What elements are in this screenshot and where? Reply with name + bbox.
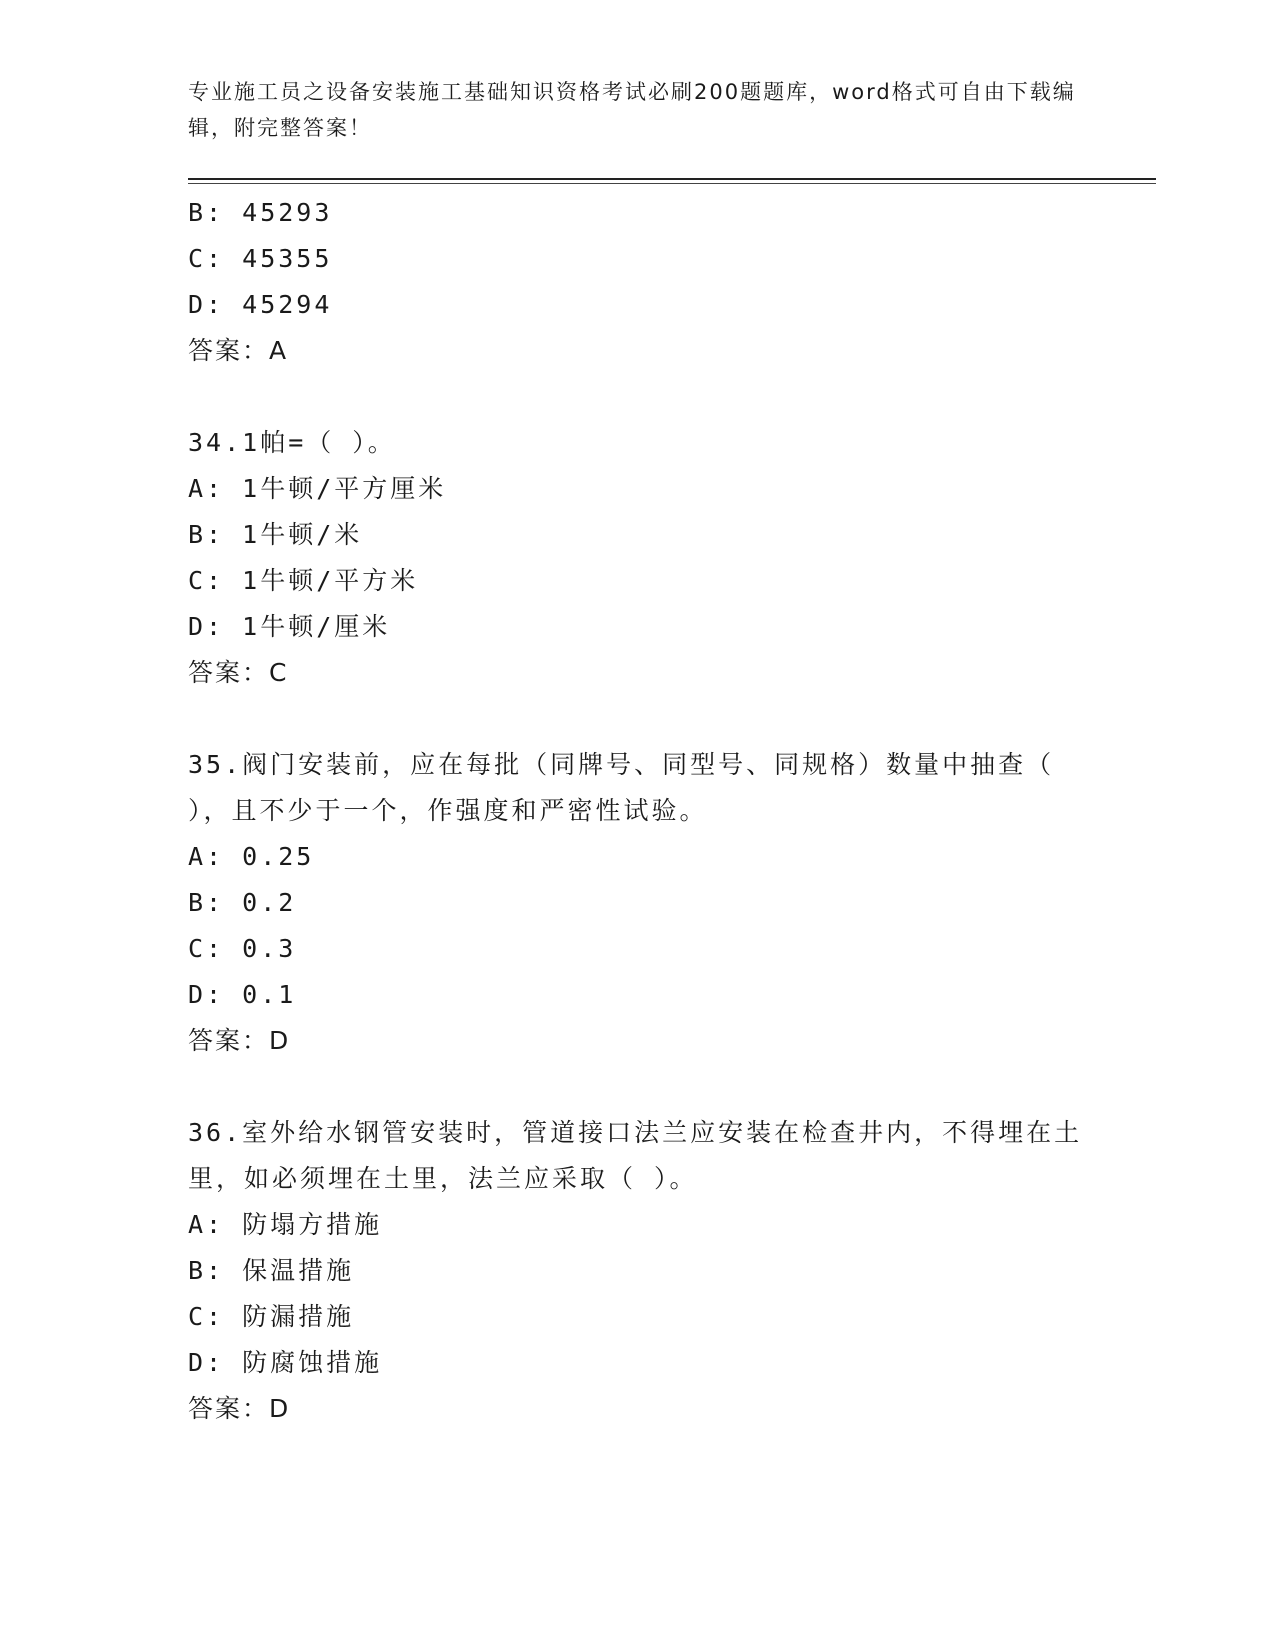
header-divider-thick [188, 178, 1156, 180]
option-b: B: 保温措施 [188, 1256, 355, 1285]
question-spacer [188, 696, 1088, 742]
question-36 [188, 1110, 1088, 1432]
option-b: B: 0.2 [188, 888, 297, 917]
question-stem: 36.室外给水钢管安装时，管道接口法兰应安装在检查井内，不得埋在土里，如必须埋在土里，法兰应采取（ ）。 [188, 1118, 1083, 1193]
question-spacer [188, 1064, 1088, 1110]
answer-line: 答案：D [188, 1026, 291, 1055]
question-content [188, 190, 1088, 1432]
partial-question-33 [188, 190, 1088, 374]
option-d: D: 45294 [188, 290, 333, 319]
answer-line: 答案：D [188, 1394, 291, 1423]
option-c: C: 防漏措施 [188, 1302, 355, 1331]
option-a: A: 防塌方措施 [188, 1210, 383, 1239]
option-c: C: 0.3 [188, 934, 297, 963]
question-34 [188, 420, 1088, 696]
option-b: B: 45293 [188, 198, 333, 227]
question-35 [188, 742, 1088, 1064]
option-a: A: 1牛顿/平方厘米 [188, 474, 447, 503]
option-a: A: 0.25 [188, 842, 315, 871]
option-c: C: 1牛顿/平方米 [188, 566, 419, 595]
answer-line: 答案：A [188, 336, 289, 365]
question-stem: 35.阀门安装前，应在每批（同牌号、同型号、同规格）数量中抽查（ ），且不少于一个，作强度和严密性试验。 [188, 750, 1055, 825]
header-divider-thin [188, 183, 1156, 184]
question-spacer [188, 374, 1088, 420]
option-d: D: 1牛顿/厘米 [188, 612, 391, 641]
document-header-title: 专业施工员之设备安装施工基础知识资格考试必刷200题题库，word格式可自由下载编辑，附完整答案！ [188, 80, 1076, 140]
option-c: C: 45355 [188, 244, 333, 273]
option-d: D: 0.1 [188, 980, 297, 1009]
option-b: B: 1牛顿/米 [188, 520, 363, 549]
answer-line: 答案：C [188, 658, 289, 687]
question-stem: 34.1帕=（ ）。 [188, 428, 396, 457]
option-d: D: 防腐蚀措施 [188, 1348, 383, 1377]
